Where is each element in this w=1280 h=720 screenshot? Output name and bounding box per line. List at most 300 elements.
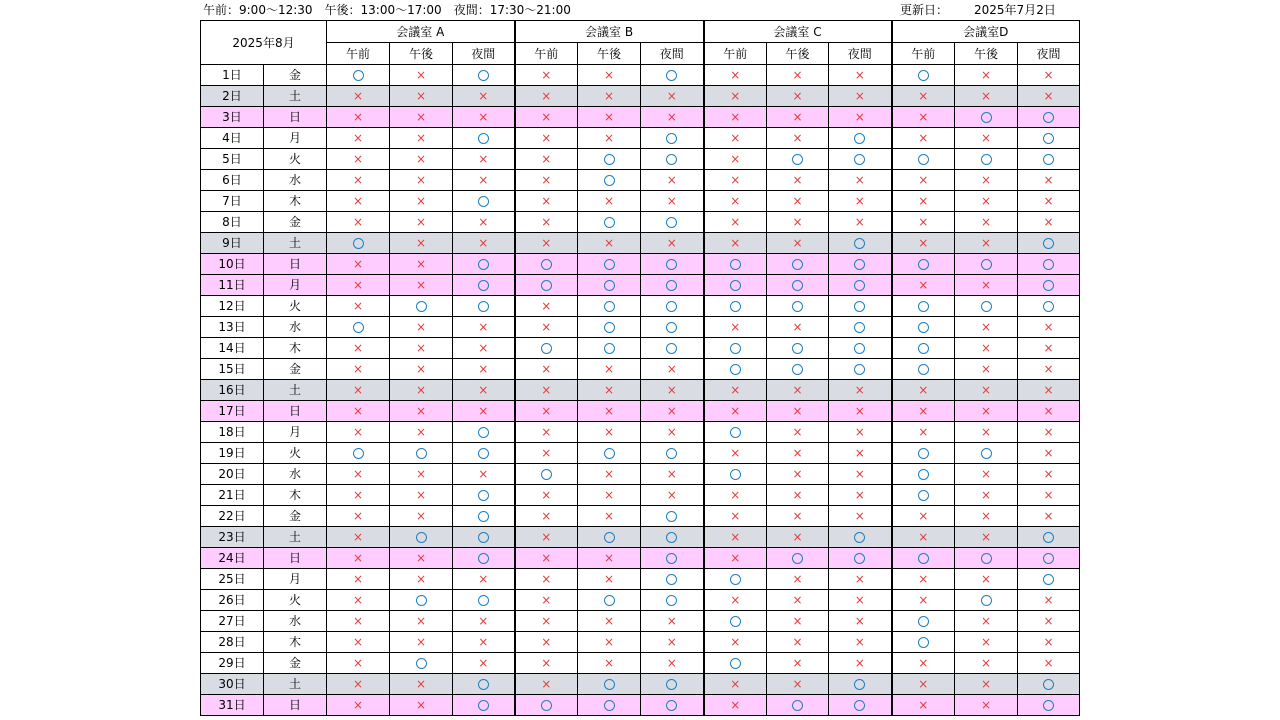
circle-available-icon xyxy=(666,259,677,270)
slot-cell xyxy=(704,422,767,443)
circle-available-icon xyxy=(981,154,992,165)
slot-cell xyxy=(955,107,1018,128)
period-header: 午後 xyxy=(578,43,641,65)
cross-unavailable-icon: × xyxy=(541,152,552,166)
day-cell: 20日 xyxy=(201,464,264,485)
updated-date: 2025年7月2日 xyxy=(974,3,1056,17)
slot-cell xyxy=(641,233,704,254)
cross-unavailable-icon: × xyxy=(1043,194,1054,208)
slot-cell xyxy=(641,527,704,548)
cross-unavailable-icon: × xyxy=(415,278,427,292)
slot-cell xyxy=(453,422,515,443)
slot-cell xyxy=(955,128,1018,149)
cross-unavailable-icon: × xyxy=(1043,215,1054,229)
cross-unavailable-icon: × xyxy=(541,173,552,187)
day-row xyxy=(201,86,1080,107)
day-row xyxy=(201,569,1080,590)
cross-unavailable-icon: × xyxy=(918,194,929,208)
cross-unavailable-icon: × xyxy=(415,425,427,439)
day-cell: 12日 xyxy=(201,296,264,317)
slot-cell xyxy=(892,254,955,275)
slot-cell xyxy=(767,506,829,527)
cross-unavailable-icon: × xyxy=(352,572,364,586)
slot-cell xyxy=(453,527,515,548)
slot-cell xyxy=(327,443,390,464)
slot-cell xyxy=(327,590,390,611)
day-cell: 24日 xyxy=(201,548,264,569)
slot-cell xyxy=(641,296,704,317)
slot-cell xyxy=(704,359,767,380)
period-header: 夜間 xyxy=(1018,43,1080,65)
cross-unavailable-icon: × xyxy=(415,257,427,271)
cross-unavailable-icon: × xyxy=(730,215,741,229)
slot-cell xyxy=(390,464,453,485)
day-cell: 25日 xyxy=(201,569,264,590)
cross-unavailable-icon: × xyxy=(918,572,929,586)
cross-unavailable-icon: × xyxy=(918,509,929,523)
slot-cell xyxy=(767,401,829,422)
circle-available-icon xyxy=(792,154,803,165)
slot-cell xyxy=(892,275,955,296)
slot-cell xyxy=(578,65,641,86)
cross-unavailable-icon: × xyxy=(541,656,552,670)
slot-cell xyxy=(453,191,515,212)
slot-cell xyxy=(327,275,390,296)
slot-cell xyxy=(955,464,1018,485)
cross-unavailable-icon: × xyxy=(666,362,677,376)
period-header: 午前 xyxy=(327,43,390,65)
weekday-cell: 水 xyxy=(264,170,327,191)
circle-available-icon xyxy=(854,322,865,333)
slot-cell xyxy=(767,233,829,254)
slot-cell xyxy=(390,86,453,107)
slot-cell xyxy=(892,464,955,485)
slot-cell xyxy=(955,338,1018,359)
slot-cell xyxy=(390,506,453,527)
slot-cell xyxy=(641,548,704,569)
slot-cell xyxy=(641,149,704,170)
slot-cell xyxy=(453,65,515,86)
slot-cell xyxy=(390,149,453,170)
cross-unavailable-icon: × xyxy=(981,194,992,208)
slot-cell xyxy=(955,401,1018,422)
slot-cell xyxy=(390,611,453,632)
slot-cell xyxy=(327,485,390,506)
slot-cell xyxy=(1018,632,1080,653)
cross-unavailable-icon: × xyxy=(478,635,489,649)
slot-cell xyxy=(1018,359,1080,380)
day-cell: 1日 xyxy=(201,65,264,86)
circle-available-icon xyxy=(918,490,929,501)
circle-available-icon xyxy=(854,364,865,375)
slot-cell xyxy=(578,254,641,275)
slot-cell xyxy=(704,569,767,590)
day-row xyxy=(201,380,1080,401)
slot-cell xyxy=(704,674,767,695)
circle-available-icon xyxy=(1043,574,1054,585)
circle-available-icon xyxy=(730,574,741,585)
day-row xyxy=(201,65,1080,86)
cross-unavailable-icon: × xyxy=(604,131,615,145)
cross-unavailable-icon: × xyxy=(918,173,929,187)
circle-available-icon xyxy=(666,553,677,564)
slot-cell xyxy=(1018,149,1080,170)
slot-cell xyxy=(390,590,453,611)
day-row xyxy=(201,107,1080,128)
weekday-cell: 日 xyxy=(264,254,327,275)
cross-unavailable-icon: × xyxy=(541,362,552,376)
slot-cell xyxy=(453,380,515,401)
slot-cell xyxy=(578,86,641,107)
cross-unavailable-icon: × xyxy=(1043,635,1054,649)
cross-unavailable-icon: × xyxy=(352,257,364,271)
period-header: 午後 xyxy=(390,43,453,65)
cross-unavailable-icon: × xyxy=(352,530,364,544)
slot-cell xyxy=(1018,233,1080,254)
circle-available-icon xyxy=(854,679,865,690)
cross-unavailable-icon: × xyxy=(854,509,865,523)
circle-available-icon xyxy=(981,259,992,270)
slot-cell xyxy=(327,359,390,380)
circle-available-icon xyxy=(541,259,552,270)
slot-cell xyxy=(327,422,390,443)
slot-cell xyxy=(704,695,767,716)
circle-available-icon xyxy=(478,553,489,564)
slot-cell xyxy=(327,527,390,548)
slot-cell xyxy=(641,590,704,611)
slot-cell xyxy=(955,212,1018,233)
slot-cell xyxy=(453,674,515,695)
circle-available-icon xyxy=(604,679,615,690)
circle-available-icon xyxy=(918,154,929,165)
weekday-cell: 土 xyxy=(264,233,327,254)
cross-unavailable-icon: × xyxy=(1043,467,1054,481)
cross-unavailable-icon: × xyxy=(730,593,741,607)
slot-cell xyxy=(390,422,453,443)
day-cell: 28日 xyxy=(201,632,264,653)
cross-unavailable-icon: × xyxy=(478,236,489,250)
cross-unavailable-icon: × xyxy=(981,362,992,376)
slot-cell xyxy=(515,611,578,632)
slot-cell xyxy=(704,65,767,86)
day-row xyxy=(201,233,1080,254)
slot-cell xyxy=(327,611,390,632)
cross-unavailable-icon: × xyxy=(352,509,364,523)
circle-available-icon xyxy=(1043,280,1054,291)
slot-cell xyxy=(955,170,1018,191)
cross-unavailable-icon: × xyxy=(854,68,865,82)
circle-available-icon xyxy=(604,217,615,228)
slot-cell xyxy=(1018,464,1080,485)
slot-cell xyxy=(704,275,767,296)
slot-cell xyxy=(327,233,390,254)
cross-unavailable-icon: × xyxy=(792,320,803,334)
cross-unavailable-icon: × xyxy=(981,467,992,481)
slot-cell xyxy=(390,695,453,716)
slot-cell xyxy=(704,485,767,506)
cross-unavailable-icon: × xyxy=(792,215,803,229)
slot-cell xyxy=(641,443,704,464)
cross-unavailable-icon: × xyxy=(666,488,677,502)
cross-unavailable-icon: × xyxy=(604,110,615,124)
slot-cell xyxy=(767,590,829,611)
circle-available-icon xyxy=(478,679,489,690)
slot-cell xyxy=(327,401,390,422)
day-cell: 10日 xyxy=(201,254,264,275)
cross-unavailable-icon: × xyxy=(541,509,552,523)
slot-cell xyxy=(767,422,829,443)
circle-available-icon xyxy=(353,448,364,459)
slot-cell xyxy=(641,401,704,422)
cross-unavailable-icon: × xyxy=(478,383,489,397)
slot-cell xyxy=(578,233,641,254)
slot-cell xyxy=(829,317,892,338)
slot-cell xyxy=(767,170,829,191)
cross-unavailable-icon: × xyxy=(604,362,615,376)
slot-cell xyxy=(515,128,578,149)
slot-cell xyxy=(327,212,390,233)
cross-unavailable-icon: × xyxy=(415,152,427,166)
weekday-cell: 金 xyxy=(264,212,327,233)
slot-cell xyxy=(829,464,892,485)
slot-cell xyxy=(892,149,955,170)
weekday-cell: 木 xyxy=(264,632,327,653)
slot-cell xyxy=(641,107,704,128)
circle-available-icon xyxy=(541,700,552,711)
period-header: 午前 xyxy=(892,43,955,65)
slot-cell xyxy=(892,443,955,464)
cross-unavailable-icon: × xyxy=(730,488,741,502)
cross-unavailable-icon: × xyxy=(478,656,489,670)
cross-unavailable-icon: × xyxy=(666,425,677,439)
cross-unavailable-icon: × xyxy=(604,551,615,565)
slot-cell xyxy=(892,191,955,212)
slot-cell xyxy=(390,212,453,233)
slot-cell xyxy=(829,191,892,212)
slot-cell xyxy=(453,212,515,233)
circle-available-icon xyxy=(792,343,803,354)
slot-cell xyxy=(1018,212,1080,233)
cross-unavailable-icon: × xyxy=(415,110,427,124)
circle-available-icon xyxy=(541,343,552,354)
cross-unavailable-icon: × xyxy=(792,383,803,397)
weekday-cell: 日 xyxy=(264,107,327,128)
cross-unavailable-icon: × xyxy=(666,173,677,187)
slot-cell xyxy=(829,170,892,191)
cross-unavailable-icon: × xyxy=(541,488,552,502)
cross-unavailable-icon: × xyxy=(415,677,427,691)
cross-unavailable-icon: × xyxy=(918,593,929,607)
slot-cell xyxy=(641,317,704,338)
slot-cell xyxy=(892,128,955,149)
slot-cell xyxy=(515,212,578,233)
cross-unavailable-icon: × xyxy=(541,635,552,649)
slot-cell xyxy=(767,254,829,275)
cross-unavailable-icon: × xyxy=(478,89,489,103)
cross-unavailable-icon: × xyxy=(1043,656,1054,670)
slot-cell xyxy=(767,65,829,86)
day-row xyxy=(201,338,1080,359)
cross-unavailable-icon: × xyxy=(541,236,552,250)
cross-unavailable-icon: × xyxy=(352,677,364,691)
cross-unavailable-icon: × xyxy=(478,467,489,481)
slot-cell xyxy=(641,170,704,191)
circle-available-icon xyxy=(478,259,489,270)
slot-cell xyxy=(892,338,955,359)
cross-unavailable-icon: × xyxy=(666,467,677,481)
slot-cell xyxy=(578,401,641,422)
cross-unavailable-icon: × xyxy=(730,698,741,712)
circle-available-icon xyxy=(918,448,929,459)
circle-available-icon xyxy=(854,700,865,711)
slot-cell xyxy=(641,254,704,275)
cross-unavailable-icon: × xyxy=(730,110,741,124)
cross-unavailable-icon: × xyxy=(981,173,992,187)
day-row xyxy=(201,191,1080,212)
slot-cell xyxy=(955,380,1018,401)
cross-unavailable-icon: × xyxy=(352,404,364,418)
day-cell: 5日 xyxy=(201,149,264,170)
circle-available-icon xyxy=(666,448,677,459)
slot-cell xyxy=(578,506,641,527)
weekday-cell: 金 xyxy=(264,359,327,380)
cross-unavailable-icon: × xyxy=(415,635,427,649)
slot-cell xyxy=(892,485,955,506)
circle-available-icon xyxy=(730,343,741,354)
circle-available-icon xyxy=(666,217,677,228)
slot-cell xyxy=(955,233,1018,254)
slot-cell xyxy=(390,191,453,212)
cross-unavailable-icon: × xyxy=(415,362,427,376)
slot-cell xyxy=(829,86,892,107)
circle-available-icon xyxy=(666,511,677,522)
circle-available-icon xyxy=(730,259,741,270)
cross-unavailable-icon: × xyxy=(918,131,929,145)
slot-cell xyxy=(829,212,892,233)
circle-available-icon xyxy=(416,301,427,312)
cross-unavailable-icon: × xyxy=(352,89,364,103)
cross-unavailable-icon: × xyxy=(854,215,865,229)
cross-unavailable-icon: × xyxy=(541,110,552,124)
cross-unavailable-icon: × xyxy=(541,614,552,628)
circle-available-icon xyxy=(353,70,364,81)
circle-available-icon xyxy=(666,532,677,543)
slot-cell xyxy=(829,527,892,548)
slot-cell xyxy=(578,569,641,590)
slot-cell xyxy=(1018,107,1080,128)
slot-cell xyxy=(515,506,578,527)
slot-cell xyxy=(704,464,767,485)
cross-unavailable-icon: × xyxy=(730,68,741,82)
slot-cell xyxy=(704,212,767,233)
slot-cell xyxy=(829,107,892,128)
cross-unavailable-icon: × xyxy=(478,110,489,124)
slot-cell xyxy=(1018,653,1080,674)
cross-unavailable-icon: × xyxy=(1043,68,1054,82)
slot-cell xyxy=(955,317,1018,338)
slot-cell xyxy=(515,338,578,359)
circle-available-icon xyxy=(666,133,677,144)
cross-unavailable-icon: × xyxy=(854,110,865,124)
circle-available-icon xyxy=(604,322,615,333)
cross-unavailable-icon: × xyxy=(792,236,803,250)
slot-cell xyxy=(515,233,578,254)
circle-available-icon xyxy=(353,238,364,249)
slot-cell xyxy=(641,695,704,716)
weekday-cell: 金 xyxy=(264,653,327,674)
circle-available-icon xyxy=(918,343,929,354)
slot-cell xyxy=(767,548,829,569)
circle-available-icon xyxy=(981,448,992,459)
cross-unavailable-icon: × xyxy=(541,194,552,208)
slot-cell xyxy=(390,233,453,254)
circle-available-icon xyxy=(1043,301,1054,312)
cross-unavailable-icon: × xyxy=(604,656,615,670)
circle-available-icon xyxy=(604,301,615,312)
slot-cell xyxy=(1018,506,1080,527)
cross-unavailable-icon: × xyxy=(918,425,929,439)
cross-unavailable-icon: × xyxy=(666,194,677,208)
cross-unavailable-icon: × xyxy=(415,89,427,103)
circle-available-icon xyxy=(666,322,677,333)
cross-unavailable-icon: × xyxy=(792,572,803,586)
cross-unavailable-icon: × xyxy=(478,152,489,166)
circle-available-icon xyxy=(792,364,803,375)
circle-available-icon xyxy=(604,280,615,291)
circle-available-icon xyxy=(918,322,929,333)
slot-cell xyxy=(453,464,515,485)
slot-cell xyxy=(578,359,641,380)
slot-cell xyxy=(704,128,767,149)
slot-cell xyxy=(704,338,767,359)
weekday-cell: 日 xyxy=(264,401,327,422)
cross-unavailable-icon: × xyxy=(604,572,615,586)
cross-unavailable-icon: × xyxy=(604,194,615,208)
slot-cell xyxy=(892,359,955,380)
cross-unavailable-icon: × xyxy=(918,236,929,250)
weekday-cell: 木 xyxy=(264,191,327,212)
cross-unavailable-icon: × xyxy=(541,89,552,103)
slot-cell xyxy=(453,632,515,653)
cross-unavailable-icon: × xyxy=(352,488,364,502)
cross-unavailable-icon: × xyxy=(604,614,615,628)
slot-cell xyxy=(955,569,1018,590)
weekday-cell: 木 xyxy=(264,338,327,359)
slot-cell xyxy=(453,359,515,380)
slot-cell xyxy=(767,695,829,716)
circle-available-icon xyxy=(478,427,489,438)
cross-unavailable-icon: × xyxy=(1043,446,1054,460)
weekday-cell: 火 xyxy=(264,443,327,464)
slot-cell xyxy=(892,611,955,632)
cross-unavailable-icon: × xyxy=(352,593,364,607)
cross-unavailable-icon: × xyxy=(415,194,427,208)
cross-unavailable-icon: × xyxy=(415,488,427,502)
circle-available-icon xyxy=(416,532,427,543)
slot-cell xyxy=(453,653,515,674)
reservation-table xyxy=(200,20,1080,716)
cross-unavailable-icon: × xyxy=(1043,89,1054,103)
slot-cell xyxy=(515,191,578,212)
cross-unavailable-icon: × xyxy=(854,572,865,586)
circle-available-icon xyxy=(604,175,615,186)
slot-cell xyxy=(578,527,641,548)
slot-cell xyxy=(515,569,578,590)
slot-cell xyxy=(515,359,578,380)
day-row xyxy=(201,464,1080,485)
day-cell: 2日 xyxy=(201,86,264,107)
cross-unavailable-icon: × xyxy=(415,173,427,187)
